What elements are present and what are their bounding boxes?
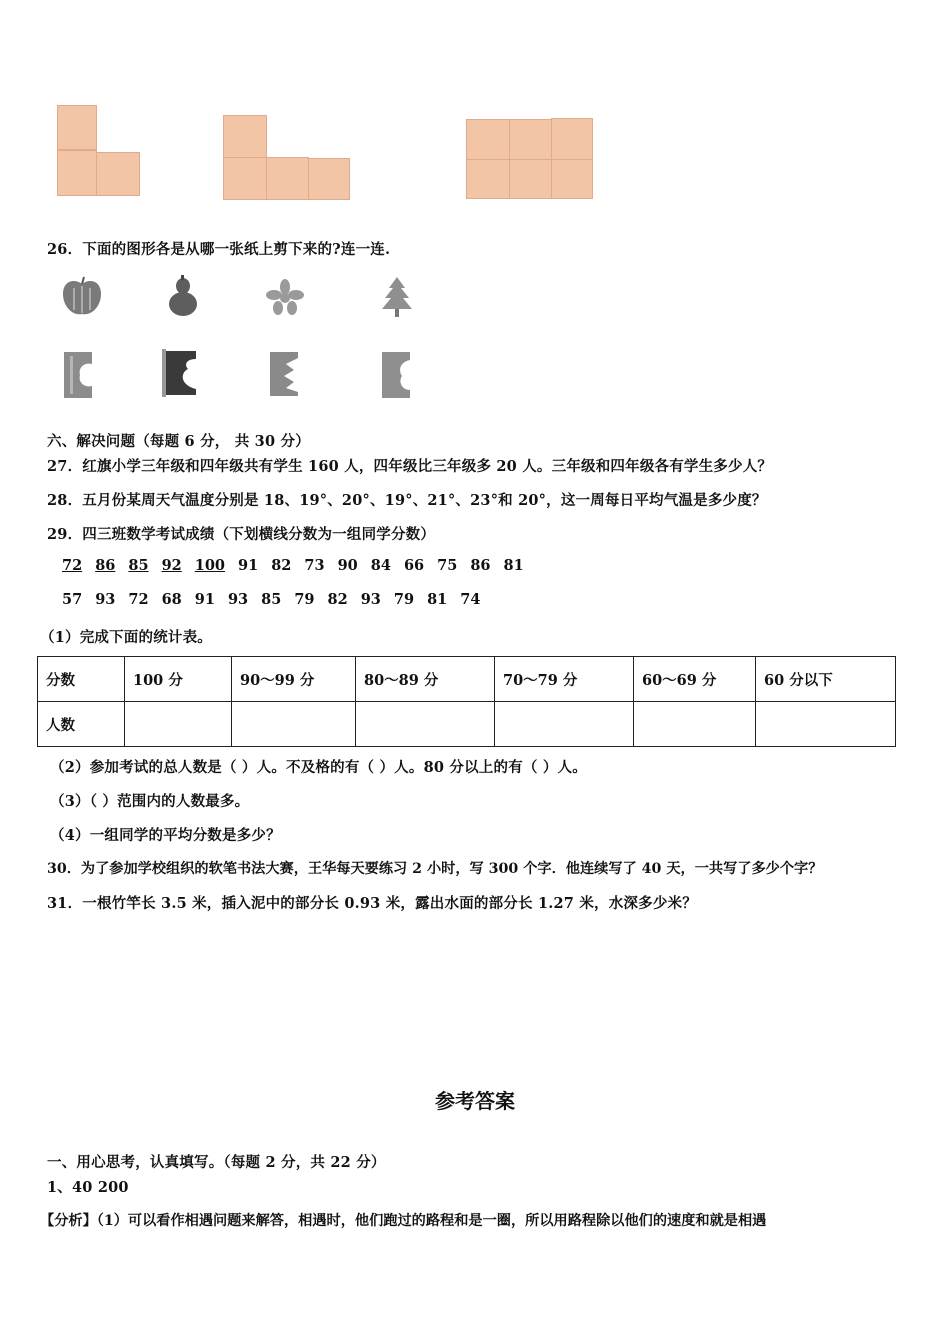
table-cell-empty[interactable] bbox=[232, 702, 356, 747]
question-27: 27．红旗小学三年级和四年级共有学生 160 人，四年级比三年级多 20 人。三年级和四年级各有学生多少人？ bbox=[47, 458, 773, 475]
analysis-text: （1）可以看作相遇问题来解答，相遇时，他们跑过的路程和是一圈，所以用路程除以他们的速度和就是相遇 bbox=[96, 1213, 767, 1229]
answers-title: 参考答案 bbox=[435, 1089, 515, 1113]
square bbox=[266, 157, 309, 200]
score: 90 bbox=[337, 557, 358, 574]
paper-gourd-cut bbox=[160, 347, 200, 399]
gourd-icon bbox=[165, 274, 201, 318]
score: 91 bbox=[238, 557, 259, 574]
score: 73 bbox=[304, 557, 325, 574]
question-29-part-1: （1）完成下面的统计表。 bbox=[40, 629, 212, 646]
score: 72 bbox=[128, 591, 149, 608]
score: 91 bbox=[194, 591, 215, 608]
table-header-cell: 100 分 bbox=[125, 657, 232, 702]
apple-icon bbox=[60, 276, 104, 318]
score: 93 bbox=[227, 591, 249, 608]
score: 74 bbox=[460, 591, 481, 608]
table-header-cell: 60 分以下 bbox=[756, 657, 896, 702]
score: 66 bbox=[403, 557, 425, 574]
square bbox=[57, 150, 97, 196]
table-header-cell: 70～79 分 bbox=[495, 657, 634, 702]
table-header-row bbox=[38, 657, 896, 702]
question-29-part-4: （4）一组同学的平均分数是多少？ bbox=[50, 827, 281, 844]
square bbox=[509, 159, 552, 199]
score: 75 bbox=[437, 557, 458, 574]
score: 84 bbox=[370, 557, 391, 574]
scores-row-1 bbox=[62, 557, 537, 574]
score: 68 bbox=[161, 591, 182, 608]
table-cell-empty[interactable] bbox=[356, 702, 495, 747]
score: 57 bbox=[62, 591, 83, 608]
square bbox=[223, 157, 267, 200]
table-cell-empty[interactable] bbox=[756, 702, 896, 747]
score-underlined: 86 bbox=[95, 557, 116, 574]
score: 81 bbox=[427, 591, 448, 608]
question-28: 28．五月份某周天气温度分别是 18、19°、20°、19°、21°、23°和 20°，这一周每日平均气温是多少度？ bbox=[47, 492, 767, 509]
score-underlined: 72 bbox=[62, 557, 83, 574]
square bbox=[308, 158, 350, 200]
square bbox=[551, 159, 593, 199]
answer-1: 1、40 200 bbox=[47, 1179, 129, 1196]
question-30: 30．为了参加学校组织的软笔书法大赛，王华每天要练习 2 小时，写 300 个字．他连续写了 40 天，一共写了多少个字？ bbox=[47, 861, 823, 877]
analysis-line bbox=[40, 1210, 766, 1230]
square bbox=[466, 159, 510, 199]
question-29-part-3: （3）（ ）范围内的人数最多。 bbox=[50, 793, 250, 810]
section-6-heading: 六、解决问题（每题 6 分， 共 30 分） bbox=[47, 433, 310, 450]
question-26: 26．下面的图形各是从哪一张纸上剪下来的?连一连. bbox=[47, 241, 391, 258]
square bbox=[57, 105, 97, 150]
score: 81 bbox=[503, 557, 524, 574]
table-cell-empty[interactable] bbox=[125, 702, 232, 747]
score: 93 bbox=[360, 591, 381, 608]
score-underlined: 92 bbox=[161, 557, 182, 574]
score: 85 bbox=[261, 591, 282, 608]
table-row-label: 人数 bbox=[38, 702, 125, 747]
analysis-tag: 【分析】 bbox=[40, 1213, 97, 1229]
square bbox=[466, 119, 510, 160]
tree-icon bbox=[380, 276, 414, 318]
score: 82 bbox=[327, 591, 348, 608]
table-row bbox=[38, 702, 896, 747]
table-cell-empty[interactable] bbox=[495, 702, 634, 747]
question-29-part-2: （2）参加考试的总人数是（ ）人。不及格的有（ ）人。80 分以上的有（ ）人。 bbox=[50, 759, 587, 776]
flower-icon bbox=[265, 278, 305, 316]
score: 93 bbox=[95, 591, 116, 608]
square bbox=[96, 152, 140, 196]
statistics-table bbox=[37, 656, 896, 747]
square bbox=[223, 115, 267, 158]
score: 86 bbox=[470, 557, 491, 574]
paper-tree-cut bbox=[380, 350, 414, 400]
score-underlined: 100 bbox=[194, 557, 226, 574]
score: 79 bbox=[393, 591, 415, 608]
score: 79 bbox=[294, 591, 315, 608]
table-header-cell: 60～69 分 bbox=[634, 657, 756, 702]
score-underlined: 85 bbox=[128, 557, 149, 574]
table-header-cell: 分数 bbox=[38, 657, 125, 702]
table-header-cell: 80～89 分 bbox=[356, 657, 495, 702]
square bbox=[509, 119, 552, 160]
question-29: 29．四三班数学考试成绩（下划横线分数为一组同学分数） bbox=[47, 526, 436, 543]
score: 82 bbox=[271, 557, 292, 574]
paper-flower-cut bbox=[268, 350, 302, 398]
table-cell-empty[interactable] bbox=[634, 702, 756, 747]
answers-section-1: 一、用心思考，认真填写。（每题 2 分，共 22 分） bbox=[47, 1154, 386, 1171]
scores-row-2 bbox=[62, 591, 493, 608]
question-31: 31．一根竹竿长 3.5 米，插入泥中的部分长 0.93 米，露出水面的部分长 1.27 米，水深多少米？ bbox=[47, 895, 697, 912]
square bbox=[551, 118, 593, 160]
paper-apple-cut bbox=[62, 350, 98, 400]
table-header-cell: 90～99 分 bbox=[232, 657, 356, 702]
